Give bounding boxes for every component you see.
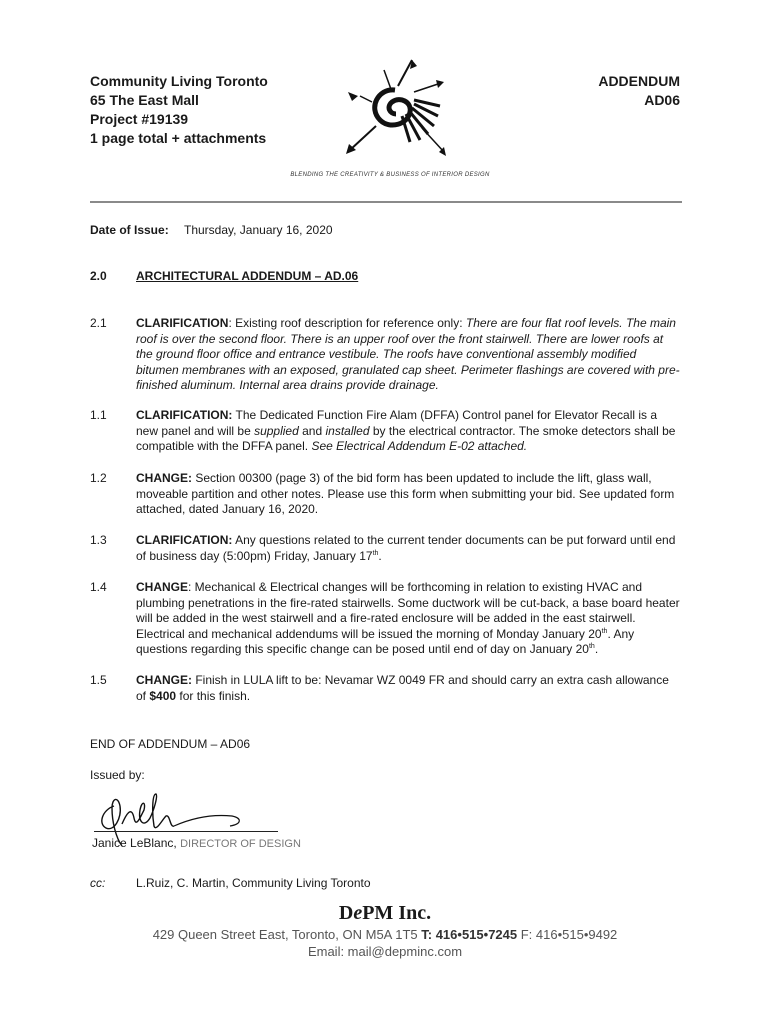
item-number: 1.3 (90, 533, 107, 547)
telephone: T: 416•515•7245 (421, 927, 518, 942)
item-text: . Any questions regarding this specific change can be posed until end of day on January 20 (136, 626, 635, 657)
tagline: BLENDING THE CREATIVITY & BUSINESS OF INTERIOR DESIGN (290, 172, 490, 178)
item-italic: installed (325, 423, 370, 438)
header-divider (90, 201, 682, 203)
item-1-1 (90, 408, 682, 455)
ordinal-suffix: th (601, 627, 608, 635)
addendum-id (598, 72, 680, 110)
end-of-addendum: END OF ADDENDUM – AD06 (90, 737, 251, 751)
item-text: The Dedicated Function Fire Alam (DFFA) Control panel for Elevator Recall is a new panel and will be (136, 408, 658, 438)
section-number: 2.0 (90, 269, 107, 283)
item-text: . (594, 642, 599, 657)
item-text: Section 00300 (page 3) of the bid form has been updated to include the lift, glass wall, moveable partition and other notes. Please use this form when submitting your bid. See updated form attached, dated January 16, 2020. (136, 471, 675, 517)
client-name: Community Living Toronto (90, 73, 268, 89)
client-address: 65 The East Mall (90, 92, 199, 108)
fax: F: 416•515•9492 (517, 927, 618, 942)
client-info (90, 72, 268, 148)
item-number: 1.1 (90, 408, 107, 422)
signer (92, 836, 301, 850)
item-1-2 (90, 471, 682, 518)
ordinal-suffix: th (372, 549, 379, 557)
item-text: : Mechanical & Electrical changes will be forthcoming in relation to existing HVAC and plumbing penetrations in the fire-rated stairwells. Some ductwork will be cut-back, a base board heater will be added in the west stairwell and a fire-rated enclosure will be added in the east stairwell. Electrical and mechanical addendums will be issued the morning of Monday January 20 (136, 580, 680, 641)
item-1-5 (90, 673, 682, 704)
section-heading (90, 269, 682, 285)
signer-name: Janice LeBlanc, (92, 836, 177, 850)
item-lead: CLARIFICATION: (136, 408, 233, 422)
item-text: for this finish. (176, 688, 251, 703)
item-1-4 (90, 580, 682, 658)
cc-label: cc: (90, 876, 106, 890)
item-2-1 (90, 316, 682, 394)
item-text: and (298, 423, 326, 438)
item-body (136, 408, 682, 455)
addendum-label: ADDENDUM (598, 73, 680, 89)
issued-by-label: Issued by: (90, 768, 145, 782)
item-text: . (378, 548, 382, 563)
company-name: DePM Inc. (338, 902, 432, 924)
item-body (136, 316, 682, 394)
item-italic: supplied (254, 423, 299, 438)
item-number: 1.5 (90, 673, 107, 687)
page-count: 1 page total + attachments (90, 130, 267, 146)
item-lead: CHANGE (136, 580, 189, 594)
item-number: 1.2 (90, 471, 107, 485)
addendum-number: AD06 (644, 92, 680, 108)
cc-line (90, 876, 371, 890)
item-1-3 (90, 533, 682, 564)
cc-recipients: L.Ruiz, C. Martin, Community Living Toronto (136, 876, 371, 890)
item-number: 2.1 (90, 316, 107, 330)
company-address (0, 927, 770, 942)
street-address: 429 Queen Street East, Toronto, ON M5A 1T5 (152, 927, 422, 942)
company-email: Email: mail@depminc.com (307, 944, 463, 959)
issue-label: Date of Issue: (90, 223, 169, 237)
item-lead: CHANGE: (136, 471, 192, 485)
item-lead: CLARIFICATION (136, 316, 229, 330)
allowance-amount: $400 (149, 688, 177, 703)
item-text: : Existing roof description for reference only: (228, 316, 466, 330)
item-body (136, 471, 682, 518)
depm-logo-icon (340, 52, 450, 160)
section-title: ARCHITECTURAL ADDENDUM – AD.06 (136, 269, 359, 283)
item-text: Any questions related to the current tender documents can be put forward until end of business day (5:00pm) Friday, January 17 (136, 533, 676, 563)
signature-line (94, 831, 278, 832)
item-body (136, 673, 682, 704)
item-body (136, 580, 682, 658)
item-text: Finish in LULA lift to be: Nevamar WZ 0049 FR and should carry an extra cash allowance of (136, 673, 669, 703)
date-of-issue (90, 223, 333, 237)
item-lead: CHANGE: (136, 673, 192, 687)
signer-title: DIRECTOR OF DESIGN (180, 838, 301, 850)
item-text: by the electrical contractor. The smoke detectors shall be compatible with the DFFA panel. (136, 423, 676, 454)
item-lead: CLARIFICATION: (136, 533, 233, 547)
item-italic: There are four flat roof levels. The main roof is over the second floor. There is an upper roof over the front stairwell. There are lower roofs at the ground floor office and entrance vestibule. The roofs have conventional assembly modified bitumen membranes with an exposed, granulated cap sheet. Perimeter flashings are covered with pre-finished aluminum. Internal area drains provide drainage. (136, 316, 680, 393)
ordinal-suffix: th (588, 643, 595, 651)
project-number: Project #19139 (90, 111, 189, 127)
item-body (136, 533, 682, 564)
item-italic: See Electrical Addendum E-02 attached. (311, 439, 528, 454)
item-number: 1.4 (90, 580, 107, 594)
issue-date: Thursday, January 16, 2020 (184, 223, 333, 237)
